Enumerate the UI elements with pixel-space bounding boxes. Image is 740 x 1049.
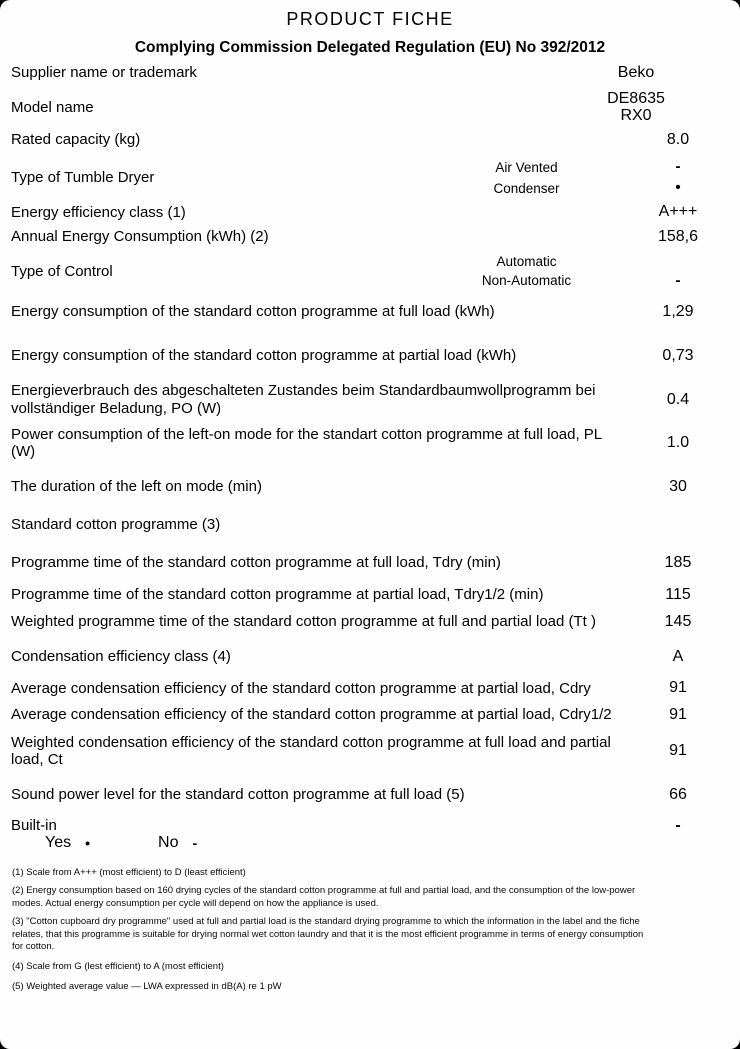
sub-label: Condenser	[493, 180, 560, 196]
row-value: 1.0	[666, 434, 690, 452]
fiche-rows	[0, 64, 740, 852]
footnote-2: (2) Energy consumption based on 160 drying cycles of the standard cotton programme at full and partial load, and the consumption of the low-power modes. Actual energy consumption per cycle will depend on how the appliance is used.	[12, 885, 636, 909]
fiche-row	[0, 554, 740, 572]
sub-value: -	[675, 158, 681, 176]
fiche-row	[0, 648, 740, 666]
footnotes	[0, 867, 648, 994]
fiche-row	[0, 706, 740, 724]
row-label: Standard cotton programme (3)	[11, 515, 221, 533]
footnote-5: (5) Weighted average value — LWA expressed in dB(A) re 1 pW	[12, 981, 282, 993]
footnote-3: (3) "Cotton cupboard dry programme" used at full and partial load is the standard drying programme to which the information in the label and the fiche relates, that this programme is suitable for drying normal wet cotton laundry and that it is the most efficient programme in terms of energy consumption for cotton.	[12, 915, 644, 953]
fiche-row	[0, 303, 740, 321]
row-value: 0.4	[666, 390, 690, 408]
row-label: Type of Tumble Dryer	[11, 169, 155, 187]
sub-value: •	[675, 178, 681, 196]
row-label: Weighted condensation efficiency of the standard cotton programme at full load and partial load, Ct	[11, 733, 611, 768]
row-label: Rated capacity (kg)	[11, 130, 141, 148]
row-label: Model name	[11, 98, 94, 116]
row-value: 0,73	[662, 346, 694, 364]
fiche-row	[0, 382, 740, 417]
fiche-row	[0, 786, 740, 804]
page-subtitle: Complying Commission Delegated Regulation (EU) No 392/2012	[134, 39, 606, 56]
row-label: Sound power level for the standard cotton programme at full load (5)	[11, 786, 465, 804]
fiche-row	[0, 734, 740, 769]
row-label: Energy consumption of the standard cotton programme at full load (kWh)	[11, 303, 495, 321]
row-value: 8.0	[666, 130, 690, 148]
sub-row	[419, 254, 722, 269]
row-label: Condensation efficiency class (4)	[11, 648, 231, 666]
row-label: The duration of the left on mode (min)	[11, 478, 262, 496]
fiche-row	[0, 90, 740, 125]
sub-options	[419, 252, 722, 292]
row-value: Beko	[617, 64, 655, 81]
fiche-row	[0, 613, 740, 631]
option-mark: •	[85, 835, 91, 852]
row-value: 115	[665, 585, 691, 603]
fiche-row	[0, 426, 740, 461]
option-label: Yes	[45, 834, 72, 852]
builtin-options-row	[0, 834, 740, 852]
fiche-row	[0, 478, 740, 496]
fiche-row	[0, 157, 740, 198]
row-label: Energieverbrauch des abgeschalteten Zustandes beim Standardbaumwollprogramm bei vollständiger Beladung, PO (W)	[11, 382, 596, 417]
row-label: Power consumption of the left-on mode for the standart cotton programme at full load, PL (W)	[11, 425, 602, 460]
builtin-option-no	[158, 834, 197, 852]
row-label: Average condensation efficiency of the standard cotton programme at partial load, Cdry	[11, 679, 591, 697]
row-value: A	[672, 647, 684, 665]
sub-label: Non-Automatic	[481, 273, 572, 289]
sub-label: Automatic	[496, 253, 557, 269]
row-label: Built-in	[11, 816, 57, 834]
sub-row	[419, 159, 722, 176]
sub-label: Air Vented	[495, 160, 558, 176]
row-label: Supplier name or trademark	[11, 64, 197, 82]
fiche-row	[0, 347, 740, 365]
builtin-option-yes	[45, 834, 90, 852]
sub-options	[419, 157, 722, 198]
row-label: Energy efficiency class (1)	[11, 203, 186, 221]
sub-row	[419, 180, 722, 197]
option-label: No	[158, 834, 179, 852]
row-value: 1,29	[662, 303, 694, 321]
row-value: DE8635 RX0	[607, 89, 665, 125]
row-label: Type of Control	[11, 262, 113, 280]
row-label: Average condensation efficiency of the standard cotton programme at partial load, Cdry1/2	[11, 706, 612, 724]
row-value: A+++	[658, 203, 698, 221]
fiche-row	[0, 64, 740, 82]
footnote-1: (1) Scale from A+++ (most efficient) to D (least efficient)	[12, 867, 246, 879]
row-value: 91	[669, 742, 687, 760]
row-value: 91	[669, 706, 687, 724]
fiche-row	[0, 586, 740, 604]
sub-value: -	[675, 271, 681, 289]
sub-row	[419, 273, 722, 290]
fiche-row	[0, 131, 740, 149]
footnote-4: (4) Scale from G (lest efficient) to A (most efficient)	[12, 961, 224, 973]
row-label: Programme time of the standard cotton programme at full load, Tdry (min)	[11, 554, 501, 572]
fiche-row	[0, 679, 740, 697]
option-mark: -	[192, 835, 198, 852]
row-label: Programme time of the standard cotton programme at partial load, Tdry1/2 (min)	[11, 585, 544, 603]
row-value: 158,6	[657, 227, 699, 245]
page-title: PRODUCT FICHE	[286, 9, 454, 29]
row-value: 185	[664, 554, 692, 572]
row-label: Energy consumption of the standard cotton programme at partial load (kWh)	[11, 346, 517, 364]
row-value: 30	[669, 478, 687, 496]
row-value: 66	[669, 786, 687, 804]
fiche-row	[0, 817, 740, 835]
row-value: 145	[664, 613, 692, 631]
row-label: Annual Energy Consumption (kWh) (2)	[11, 228, 269, 246]
fiche-row	[0, 516, 740, 533]
row-value: 91	[669, 679, 687, 697]
fiche-row	[0, 228, 740, 246]
row-label: Weighted programme time of the standard cotton programme at full and partial load (Tt )	[11, 613, 597, 631]
row-value: -	[675, 816, 681, 834]
fiche-row	[0, 252, 740, 292]
fiche-row	[0, 203, 740, 221]
